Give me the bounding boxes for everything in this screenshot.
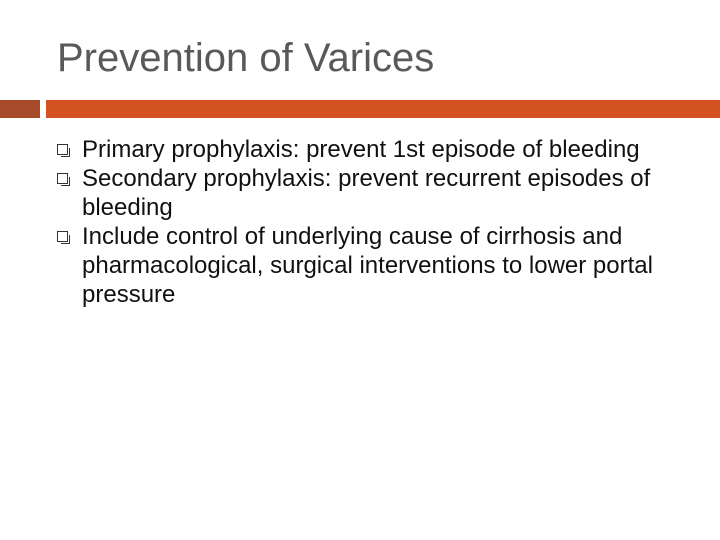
bullet-text: Primary prophylaxis: prevent 1st episode of bleeding — [82, 136, 640, 163]
square-bullet-icon — [57, 173, 68, 184]
bullet-item — [0, 135, 720, 164]
title-accent-bar-left — [0, 100, 40, 118]
square-bullet-icon — [57, 231, 68, 242]
bullet-text: Include control of underlying cause of cirrhosis and pharmacological, surgical interventions to lower portal pressure — [82, 223, 653, 308]
bullet-list — [0, 135, 720, 309]
bullet-item — [0, 164, 720, 222]
bullet-text: Secondary prophylaxis: prevent recurrent episodes of bleeding — [82, 165, 651, 221]
title-accent-bar-right — [46, 100, 720, 118]
slide-title: Prevention of Varices — [57, 36, 435, 80]
bullet-item — [0, 222, 720, 309]
square-bullet-icon — [57, 144, 68, 155]
